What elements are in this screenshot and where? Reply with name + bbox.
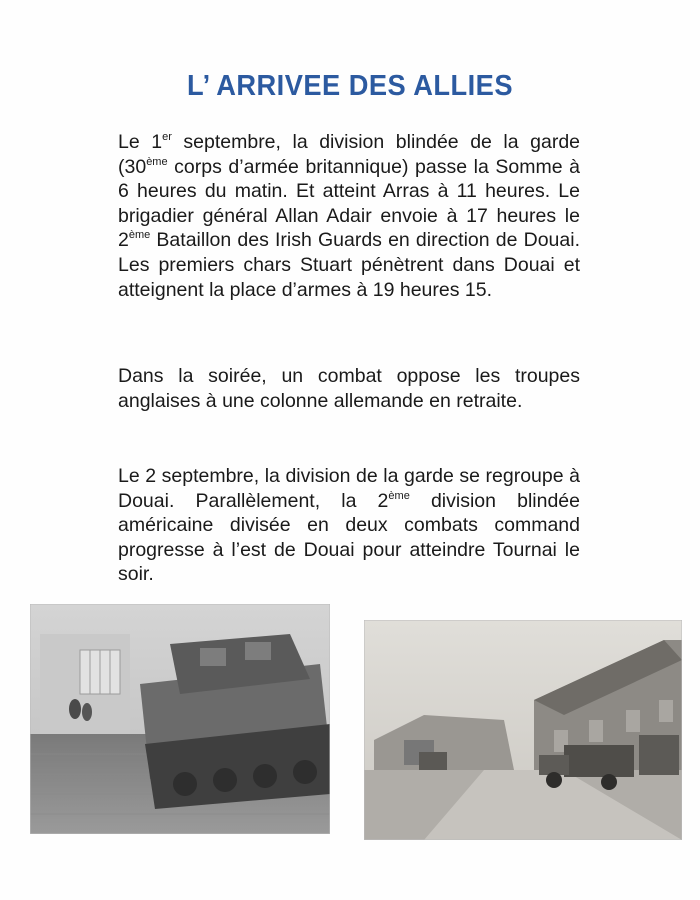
paragraph-3-text-b: division blindée américaine divisée en deux combats command progresse à l’est de Douai pour atteindre Tournai le soir. [118,489,580,586]
tank-photo [30,604,330,834]
paragraph-3 [118,464,580,587]
paragraph-1-sup-c: ème [128,229,151,242]
paragraph-2 [118,364,580,413]
street-vehicles-photo [364,620,682,840]
street-vehicles-photo-illustration [364,620,682,840]
page-title: L’ ARRIVEE DES ALLIES [187,70,513,102]
tank-photo-illustration [30,604,330,834]
paragraph-1-sup-a: er [162,131,172,143]
paragraph-1-sup-b: ème [146,155,168,168]
paragraph-1 [118,130,580,302]
paragraph-1-text-a: Le 1 [118,131,163,153]
paragraph-1-text-c: corps d’armée britannique) passe la Somme à 6 heures du matin. Et atteint Arras à 11 heures. Le brigadier général Allan Adair envoie à 17 heures le 2 [118,155,580,252]
paragraph-3-sup-a: ème [388,489,410,502]
paragraph-2-text: Dans la soirée, un combat oppose les troupes anglaises à une colonne allemande en retraite. [118,365,580,412]
paragraph-1-text-d: Bataillon des Irish Guards en direction de Douai. Les premiers chars Stuart pénètrent dans Douai et atteignent la place d’armes à 19 heures 15. [118,229,580,301]
paragraph-3-text-a: Le 2 septembre, la division de la garde se regroupe à Douai. Parallèlement, la 2 [118,465,580,512]
paragraph-1-text-b: septembre, la division blindée de la garde (30 [118,131,581,178]
